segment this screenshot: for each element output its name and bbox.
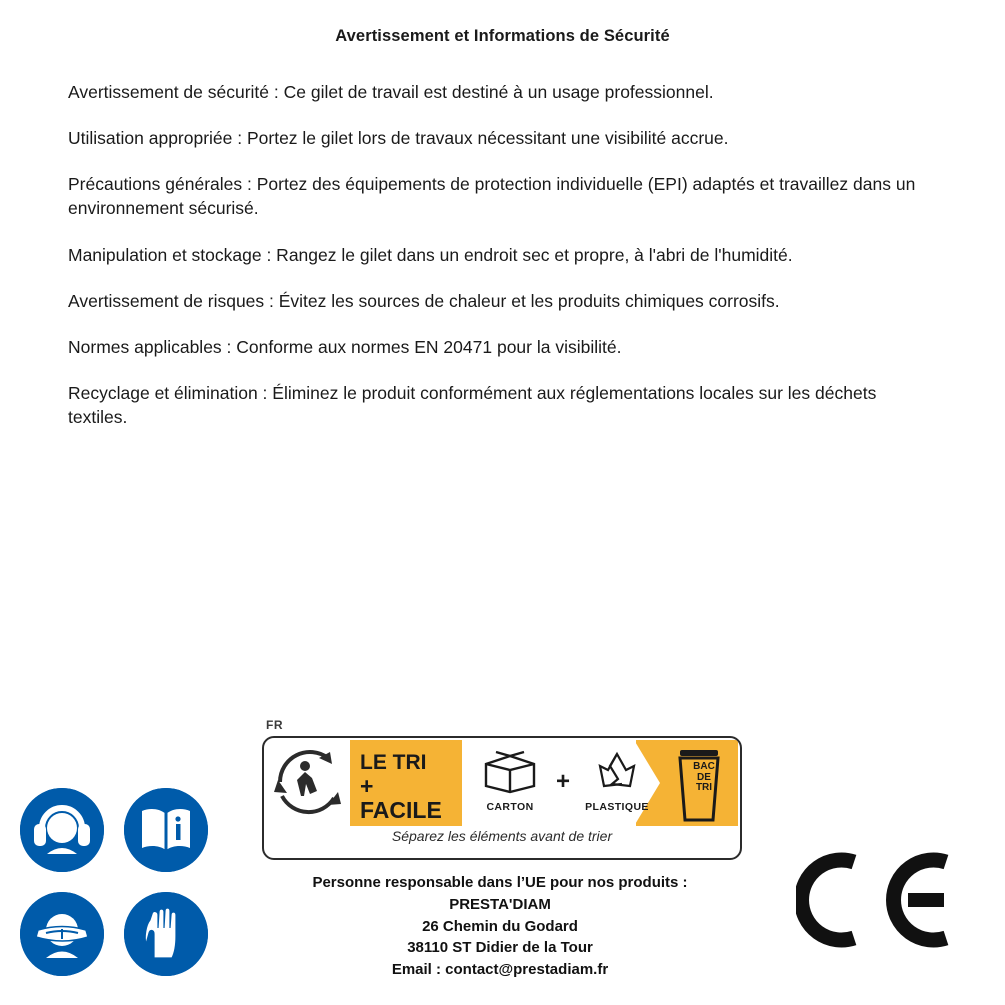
- company-name: PRESTA'DIAM: [449, 895, 551, 913]
- responsible-person-prefix: Personne responsable dans l’: [312, 874, 526, 891]
- read-instructions-icon: [124, 788, 208, 872]
- banner-slogan-line2: + FACILE: [360, 773, 442, 824]
- responsible-person-region: UE: [525, 874, 546, 891]
- language-tag: FR: [266, 718, 283, 732]
- responsible-person-block: [230, 872, 770, 981]
- safety-information-text: [68, 80, 936, 451]
- banner-slogan: [360, 752, 460, 822]
- page-title: Avertissement et Informations de Sécurité: [335, 27, 670, 45]
- paragraph-handling-storage: Manipulation et stockage : Rangez le gilet dans un endroit sec et propre, à l'abri de l'humidité.: [68, 244, 793, 265]
- triman-icon: [272, 748, 348, 818]
- paragraph-safety-warning: Avertissement de sécurité : Ce gilet de travail est destiné à un usage professionnel.: [68, 82, 714, 102]
- paragraph-applicable-standards: Normes applicables : Conforme aux normes EN 20471 pour la visibilité.: [68, 336, 622, 357]
- paragraph-recycling-disposal: Recyclage et élimination : Éliminez le produit conformément aux réglementations locales sur les déchets textiles.: [68, 382, 877, 428]
- recycling-banner: [262, 718, 740, 858]
- plastic-label: PLASTIQUE: [585, 801, 649, 813]
- ce-marking: [796, 848, 956, 952]
- carton-item: [472, 746, 548, 813]
- hand-protection-icon: [124, 892, 208, 976]
- company-street: 26 Chemin du Godard: [422, 917, 578, 935]
- responsible-person-heading: [230, 872, 770, 894]
- ear-protection-icon: [20, 788, 104, 872]
- banner-footer-text: Séparez les éléments avant de trier: [391, 828, 613, 844]
- banner-slogan-line1: LE TRI: [360, 751, 427, 774]
- paragraph-proper-use: Utilisation appropriée : Portez le gilet lors de travaux nécessitant une visibilité accrue.: [68, 128, 729, 149]
- bin-label-line1: BAC: [693, 761, 715, 772]
- company-city: 38110 ST Didier de la Tour: [407, 939, 593, 957]
- company-email: Email : contact@prestadiam.fr: [391, 961, 609, 978]
- bin-label: [684, 762, 724, 794]
- paragraph-general-precautions: Précautions générales : Portez des équipements de protection individuelle (EPI) adaptés et travaillez dans un environnement sécurisé.: [68, 174, 916, 219]
- plastic-item: [574, 746, 660, 813]
- carton-box-icon: [472, 746, 548, 794]
- carton-label: CARTON: [486, 801, 534, 813]
- eye-protection-icon: [20, 892, 104, 976]
- bin-label-line3: TRI: [695, 782, 713, 793]
- paragraph-hazard-warning: Avertissement de risques : Évitez les sources de chaleur et les produits chimiques corrosifs.: [68, 290, 780, 311]
- mandatory-pictograms: [20, 788, 228, 980]
- responsible-person-suffix: pour nos produits :: [545, 874, 688, 891]
- plus-sign: +: [556, 768, 571, 795]
- plastic-recycle-icon: [574, 746, 660, 794]
- recycling-banner-box: [262, 736, 742, 860]
- bin-label-line2: DE: [697, 771, 711, 783]
